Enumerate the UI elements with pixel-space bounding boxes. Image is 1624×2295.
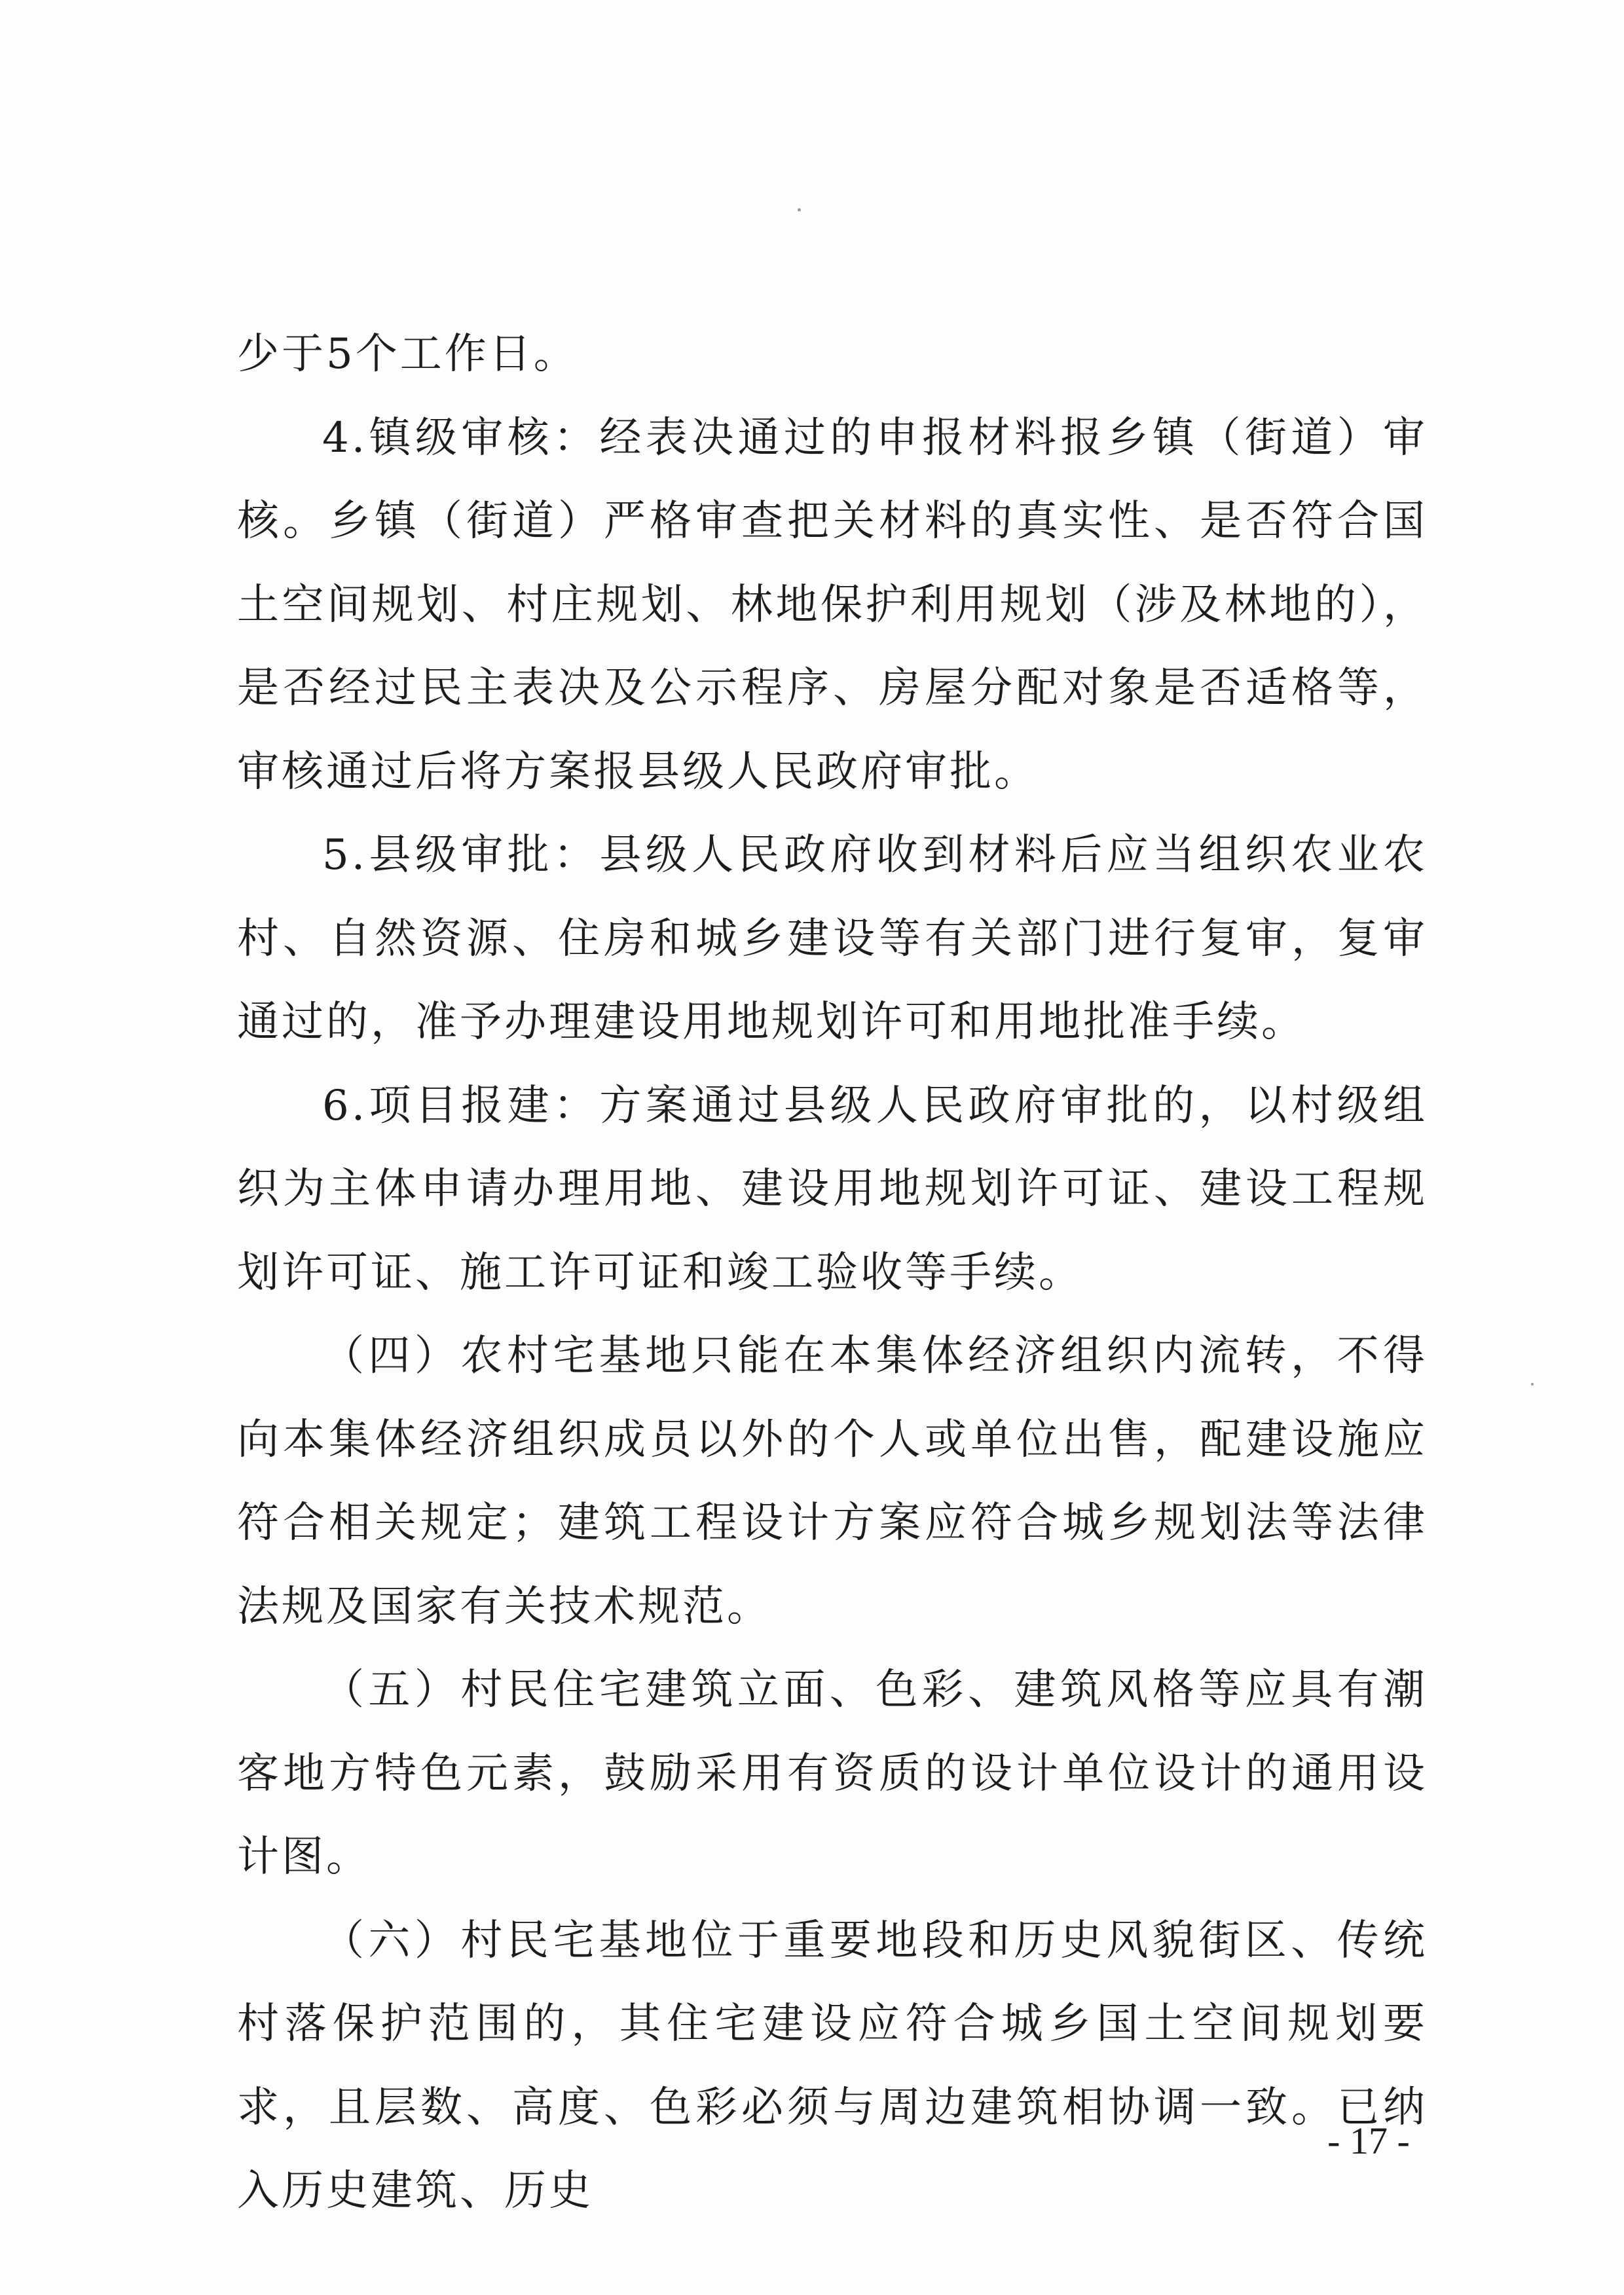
scan-speck (1531, 1383, 1534, 1386)
paragraph-section-six: （六）村民宅基地位于重要地段和历史风貌街区、传统村落保护范围的，其住宅建设应符合城乡国土空间规划要求，且层数、高度、色彩必须与周边建筑相协调一致。已纳入历史建筑、历史 (237, 1916, 1428, 2215)
body-text (237, 313, 1428, 2233)
paragraph-section-five: （五）村民住宅建筑立面、色彩、建筑风格等应具有潮客地方特色元素，鼓励采用有资质的设计单位设计的通用设计图。 (237, 1666, 1428, 1881)
scan-speck (798, 208, 801, 211)
page-number: - 17 - (1327, 2120, 1410, 2162)
paragraph-town-review: 4.镇级审核：经表决通过的申报材料报乡镇（街道）审核。乡镇（街道）严格审查把关材料的真实性、是否符合国土空间规划、村庄规划、林地保护利用规划（涉及林地的），是否经过民主表决及公示程序、房屋分配对象是否适格等，审核通过后将方案报县级人民政府审批。 (237, 413, 1428, 796)
paragraph-project-filing: 6.项目报建：方案通过县级人民政府审批的，以村级组织为主体申请办理用地、建设用地规划许可证、建设工程规划许可证、施工许可证和竣工验收等手续。 (237, 1081, 1428, 1297)
paragraph-section-four: （四）农村宅基地只能在本集体经济组织内流转，不得向本集体经济组织成员以外的个人或单位出售，配建设施应符合相关规定；建筑工程设计方案应符合城乡规划法等法律法规及国家有关技术规范。 (237, 1332, 1428, 1631)
paragraph-continuation: 少于5个工作日。 (237, 330, 578, 378)
paragraph-county-approval: 5.县级审批：县级人民政府收到材料后应当组织农业农村、自然资源、住房和城乡建设等有关部门进行复审，复审通过的，准予办理建设用地规划许可和用地批准手续。 (237, 831, 1428, 1046)
